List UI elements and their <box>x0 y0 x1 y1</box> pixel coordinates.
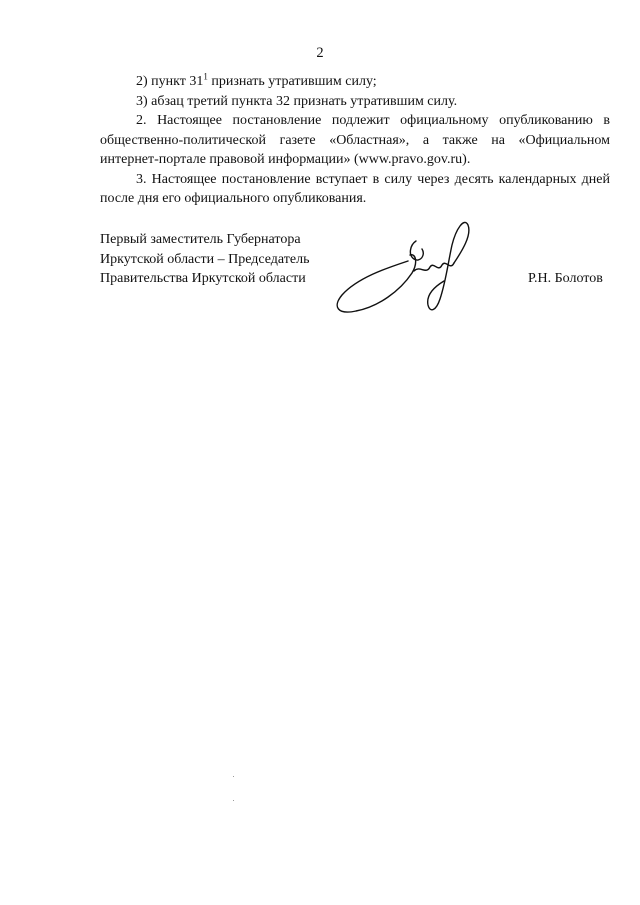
paragraph-item-2 <box>100 72 610 92</box>
scan-speck <box>233 776 234 777</box>
superscript-index: 1 <box>203 71 208 82</box>
page-number: 2 <box>316 45 324 61</box>
handwritten-signature <box>330 215 480 325</box>
paragraph-publication: 2. Настоящее постановление подлежит официальному опубликованию в общественно-политической газете «Областная», а также на «Официальном интернет-портале правовой информации» (www.pravo.gov.ru). <box>100 113 610 167</box>
paragraph-item-3: 3) абзац третий пункта 32 признать утратившим силу. <box>136 93 458 109</box>
position-line: Иркутской области – Председатель <box>100 251 310 267</box>
paragraph-text: 2) пункт 31 <box>136 74 204 89</box>
paragraph-text: признать утратившим силу; <box>207 74 377 89</box>
scan-speck <box>233 800 234 801</box>
signer-name: Р.Н. Болотов <box>528 271 603 286</box>
document-body <box>100 72 610 209</box>
position-line: Первый заместитель Губернатора <box>100 232 301 247</box>
position-line: Правительства Иркутской области <box>100 271 306 286</box>
paragraph-effective-date: 3. Настоящее постановление вступает в силу через десять календарных дней после дня его официального опубликования. <box>100 171 610 206</box>
signatory-position <box>100 230 309 289</box>
